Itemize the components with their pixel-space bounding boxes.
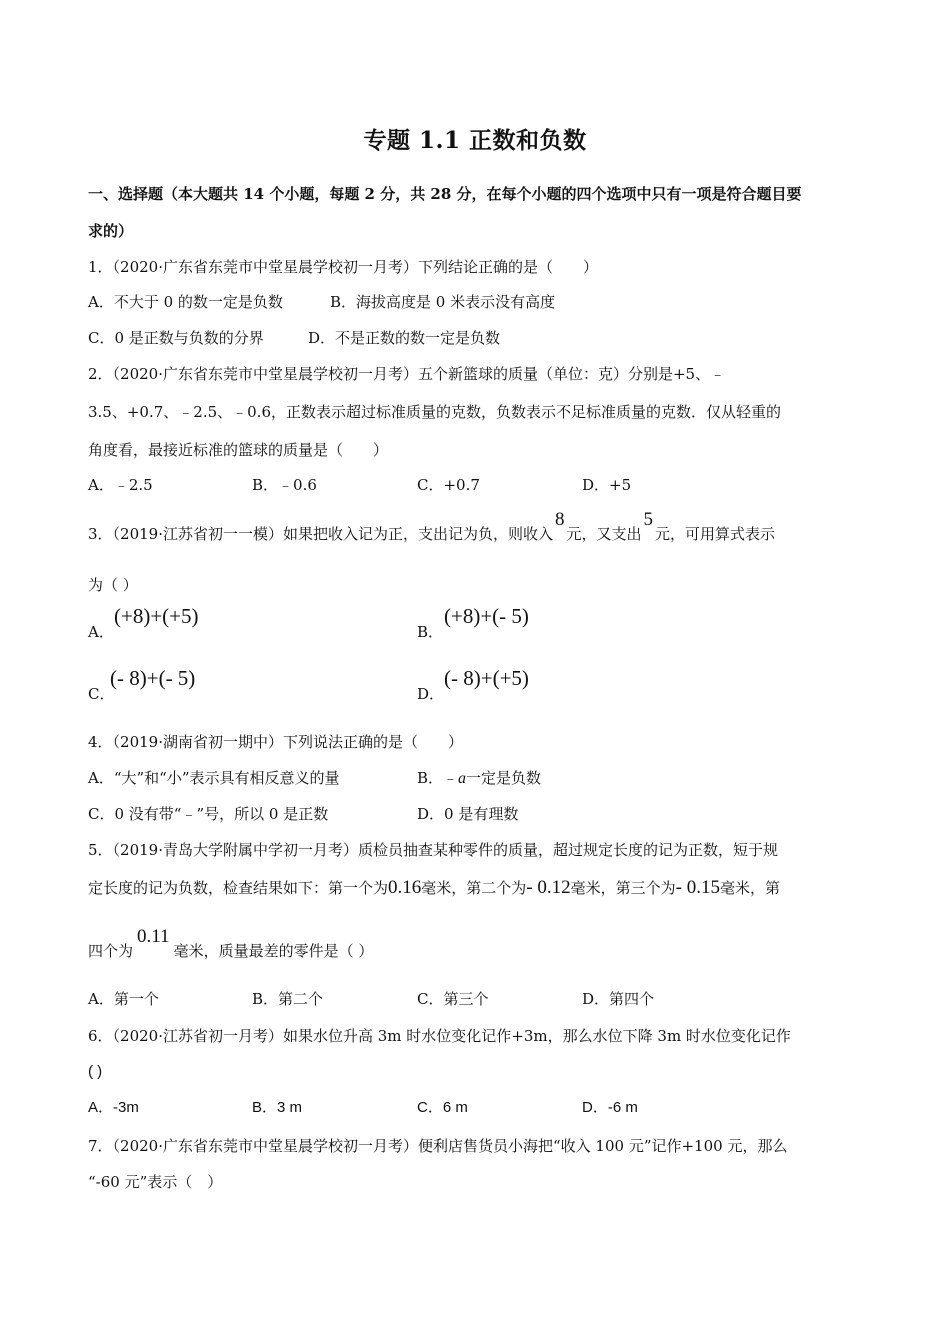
q3-option-b-label: B．	[417, 623, 444, 641]
q3-option-a-label: A．	[88, 623, 114, 641]
q5-value-1: 0.16	[388, 877, 422, 898]
q5-line3-post: 毫米，质量最差的零件是（ ）	[173, 942, 374, 960]
q2-option-c: C．+0.7	[417, 476, 480, 494]
q4-option-b-var: a	[458, 770, 467, 787]
q1-option-b: B．海拔高度是 0 米表示没有高度	[330, 293, 556, 311]
q1-option-a: A．不大于 0 的数一定是负数	[88, 293, 283, 311]
q3-option-b-expr: (+8)+(- 5)	[444, 604, 529, 628]
q3-expense-value: 5	[643, 509, 654, 530]
q1-stem: 1．（2020·广东省东莞市中堂星晨学校初一月考）下列结论正确的是（ ）	[88, 258, 598, 276]
q6-option-d: D．-6 m	[582, 1099, 638, 1116]
q6-option-a: A．-3m	[88, 1099, 139, 1116]
q4-option-b-post: 一定是负数	[466, 769, 542, 787]
q3-stem-post: 元，可用算式表示	[655, 525, 776, 543]
q5-line3-pre: 四个为	[88, 942, 134, 960]
q2-stem-line3: 角度看，最接近标准的篮球的质量是（ ）	[88, 441, 389, 459]
q6-stem-line1: 6．（2020·江苏省初一月考）如果水位升高 3m 时水位变化记作+3m，那么水位下降 3m 时水位变化记作	[88, 1027, 791, 1045]
q5-option-b: B．第二个	[252, 990, 324, 1008]
q5-line2-pre: 定长度的记为负数，检查结果如下：第一个为	[88, 879, 389, 897]
q2-stem-line2: 3.5、+0.7、﹣2.5、﹣0.6，正数表示超过标准质量的克数，负数表示不足标准质量的克数．仅从轻重的	[88, 403, 781, 421]
q4-option-d: D．0 是有理数	[417, 805, 519, 823]
q3-option-a-expr: (+8)+(+5)	[114, 604, 199, 628]
section-heading: 一、选择题（本大题共 14 个小题，每题 2 分，共 28 分，在每个小题的四个选项中只有一项是符合题目要	[88, 185, 802, 203]
page-title: 专题 1.1 正数和负数	[363, 127, 587, 154]
q2-option-b: B．﹣0.6	[252, 476, 317, 494]
q5-line2-mid1: 毫米，第二个为	[421, 879, 527, 897]
q7-stem-line1: 7．（2020·广东省东莞市中堂星晨学校初一月考）便利店售货员小海把“收入 100 元”记作+100 元，那么	[88, 1137, 788, 1155]
q3-option-c-expr: (- 8)+(- 5)	[110, 666, 196, 690]
q5-value-4: 0.11	[137, 926, 170, 947]
section-heading-cont: 求的）	[88, 222, 134, 240]
q5-stem-line2	[88, 878, 780, 898]
q3-option-d-expr: (- 8)+(+5)	[444, 666, 529, 690]
q5-option-d: D．第四个	[582, 990, 655, 1008]
q7-stem-line2: “-60 元”表示（ ）	[88, 1173, 223, 1191]
q3-stem-pre: 3．（2019·江苏省初一一模）如果把收入记为正，支出记为负，则收入	[88, 525, 553, 543]
q2-option-d: D．+5	[582, 476, 632, 494]
q4-option-b	[417, 768, 541, 789]
q3-stem-mid: 元，又支出	[566, 525, 642, 543]
q5-stem-line3	[88, 926, 374, 961]
q5-line2-mid2: 毫米，第三个为	[570, 879, 676, 897]
q2-stem-line1: 2．（2020·广东省东莞市中堂星晨学校初一月考）五个新篮球的质量（单位：克）分别是+5、﹣	[88, 365, 726, 383]
q3-option-c-label: C．	[88, 685, 115, 703]
q6-option-b: B．3 m	[252, 1099, 303, 1116]
q5-option-a: A．第一个	[88, 990, 159, 1008]
q5-value-2: - 0.12	[526, 877, 571, 898]
q3-stem-line1	[88, 509, 776, 544]
q4-option-b-pre: B．﹣	[417, 769, 459, 787]
q4-stem: 4．（2019·湖南省初一期中）下列说法正确的是（ ）	[88, 733, 463, 751]
q4-option-c: C．0 没有带“﹣”号，所以 0 是正数	[88, 805, 329, 823]
q6-option-c: C．6 m	[417, 1099, 468, 1116]
q2-option-a: A．﹣2.5	[88, 476, 153, 494]
q6-stem-line2: ( )	[88, 1063, 103, 1080]
q3-stem-line2: 为（ ）	[88, 576, 138, 594]
q3-income-value: 8	[555, 509, 565, 530]
q5-value-3: - 0.15	[675, 877, 720, 898]
q5-stem-line1: 5．（2019·青岛大学附属中学初一月考）质检员抽查某种零件的质量，超过规定长度的记为正数，短于规	[88, 841, 778, 859]
q4-option-a: A．“大”和“小”表示具有相反意义的量	[88, 769, 340, 787]
q1-option-c: C．0 是正数与负数的分界	[88, 329, 264, 347]
q5-option-c: C．第三个	[417, 990, 489, 1008]
q5-line2-post: 毫米，第	[719, 879, 780, 897]
q1-option-d: D．不是正数的数一定是负数	[308, 329, 501, 347]
q3-option-d-label: D．	[417, 685, 445, 703]
